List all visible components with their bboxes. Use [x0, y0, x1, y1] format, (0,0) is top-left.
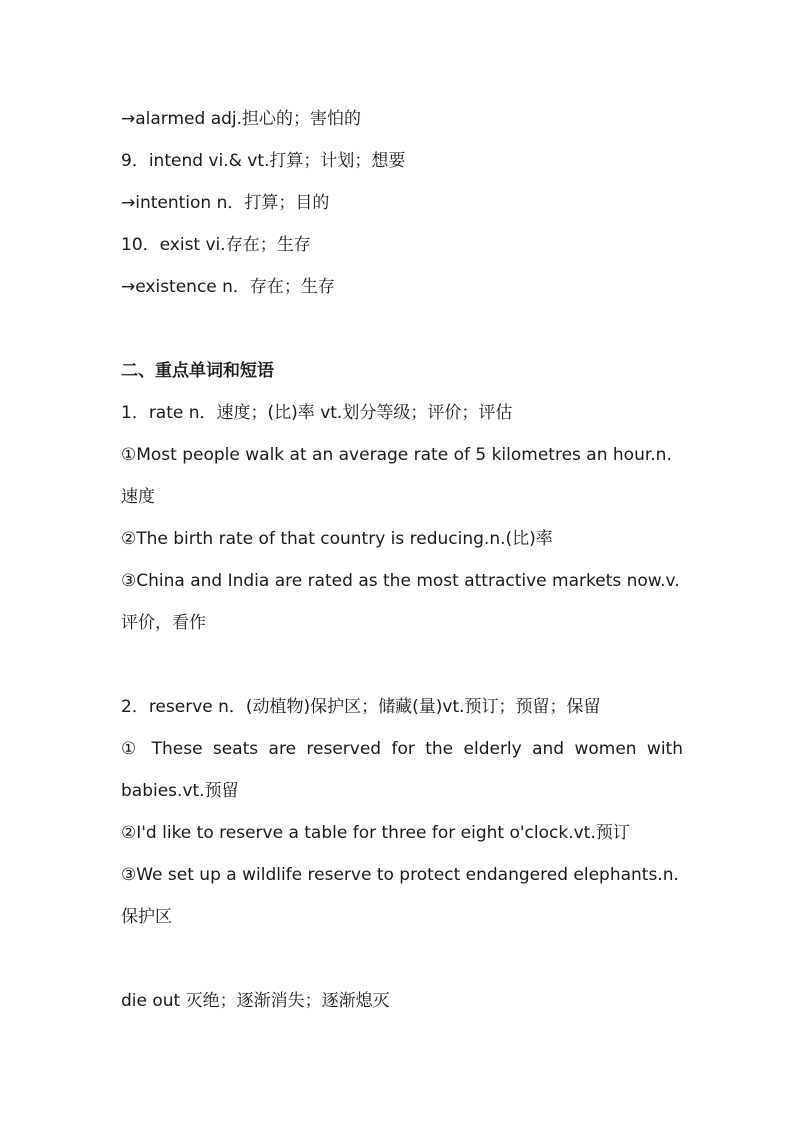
section-heading: 二、重点单词和短语: [121, 361, 274, 381]
example-rate-3: ③China and India are rated as the most attractive markets now.v.: [121, 571, 680, 591]
entry-exist: 10．exist vi.存在；生存: [121, 235, 311, 255]
entry-rate: 1．rate n．速度；(比)率 vt.划分等级；评价；评估: [121, 403, 513, 423]
entry-existence: →existence n．存在；生存: [121, 277, 335, 297]
example-rate-1-meaning: 速度: [121, 487, 155, 507]
example-reserve-2: ②I'd like to reserve a table for three for eight o'clock.vt.预订: [121, 823, 630, 843]
example-rate-3-meaning: 评价，看作: [121, 613, 206, 633]
example-reserve-1-meaning: babies.vt.预留: [121, 781, 239, 801]
entry-intend: 9．intend vi.& vt.打算；计划；想要: [121, 151, 406, 171]
example-reserve-1: ① These seats are reserved for the elderly and women with: [121, 739, 683, 759]
entry-die-out: die out 灭绝；逐渐消失；逐渐熄灭: [121, 991, 390, 1011]
example-reserve-3-meaning: 保护区: [121, 907, 172, 927]
example-rate-1: ①Most people walk at an average rate of 5 kilometres an hour.n.: [121, 445, 672, 465]
entry-alarmed: →alarmed adj.担心的；害怕的: [121, 109, 362, 129]
example-rate-2: ②The birth rate of that country is reducing.n.(比)率: [121, 529, 553, 549]
entry-intention: →intention n．打算；目的: [121, 193, 330, 213]
example-reserve-3: ③We set up a wildlife reserve to protect endangered elephants.n.: [121, 865, 679, 885]
entry-reserve: 2．reserve n．(动植物)保护区；储藏(量)vt.预订；预留；保留: [121, 697, 601, 717]
